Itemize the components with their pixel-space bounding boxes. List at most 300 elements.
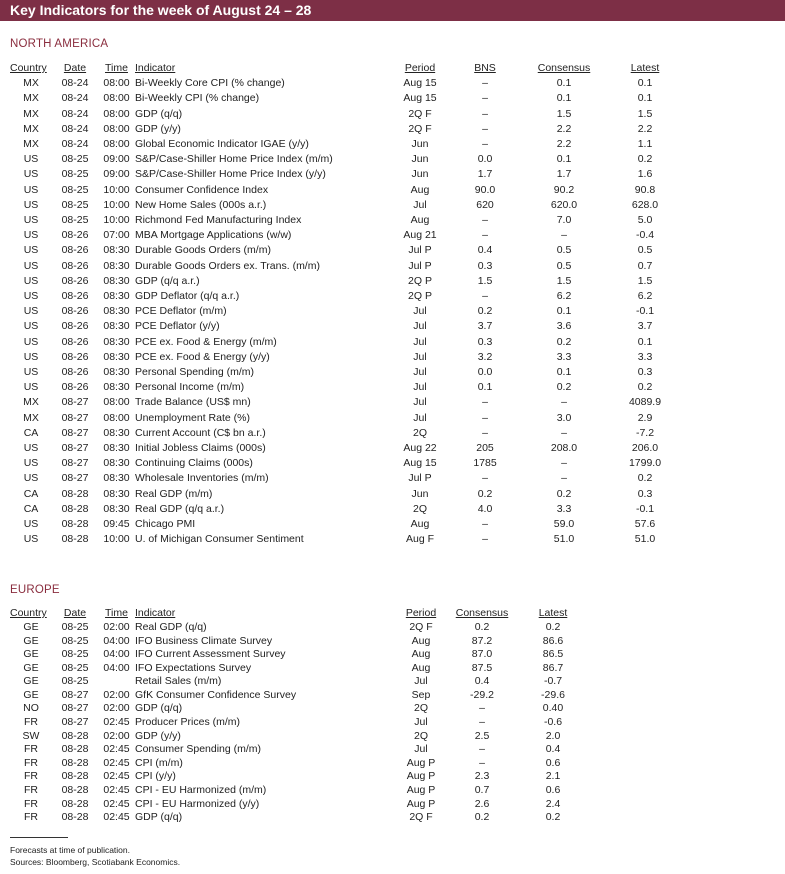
consensus-cell: 90.2	[553, 183, 575, 196]
latest-cell: 1.5	[637, 107, 653, 120]
latest-cell: 0.1	[637, 335, 653, 348]
latest-cell: 0.2	[545, 811, 561, 824]
indicator-cell: Durable Goods Orders ex. Trans. (m/m)	[135, 259, 320, 272]
country-cell: US	[23, 198, 39, 211]
page-title: Key Indicators for the week of August 24 – 28	[10, 2, 312, 18]
latest-cell: 86.5	[542, 648, 564, 661]
header-date: Date	[63, 607, 87, 619]
consensus-cell: 1.5	[556, 274, 572, 287]
table-row	[0, 770, 596, 784]
time-cell: 02:00	[103, 729, 130, 742]
footnote-sources: Sources: Bloomberg, Scotiabank Economics.	[10, 857, 181, 867]
north-america-header-row	[0, 61, 680, 76]
country-cell: MX	[23, 92, 39, 105]
latest-cell: -0.4	[635, 229, 655, 242]
table-row	[0, 395, 680, 410]
date-cell: 08-28	[61, 729, 89, 742]
consensus-cell: 620.0	[550, 198, 578, 211]
indicator-cell: Current Account (C$ bn a.r.)	[135, 426, 266, 439]
header-country: Country	[10, 607, 47, 619]
bns-cell: –	[482, 107, 488, 120]
indicator-cell: Trade Balance (US$ mn)	[135, 396, 251, 409]
date-cell: 08-26	[61, 381, 89, 394]
consensus-cell: 2.6	[474, 797, 490, 810]
latest-cell: 0.40	[542, 702, 564, 715]
latest-cell: 0.5	[637, 244, 653, 257]
bns-cell: –	[482, 77, 488, 90]
indicator-cell: PCE Deflator (y/y)	[135, 320, 220, 333]
date-cell: 08-26	[61, 335, 89, 348]
consensus-cell: 87.2	[471, 634, 493, 647]
time-cell: 07:00	[103, 229, 130, 242]
date-cell: 08-26	[61, 259, 89, 272]
indicator-cell: Producer Prices (m/m)	[135, 716, 241, 729]
country-cell: FR	[24, 770, 38, 783]
consensus-cell: 3.3	[556, 350, 572, 363]
consensus-cell: 87.0	[471, 648, 493, 661]
indicator-cell: CPI (y/y)	[135, 770, 176, 783]
period-cell: Aug	[410, 183, 430, 196]
indicator-cell: New Home Sales (000s a.r.)	[135, 198, 267, 211]
consensus-cell: –	[479, 716, 485, 729]
period-cell: Jun	[411, 153, 429, 166]
table-row	[0, 380, 680, 395]
date-cell: 08-25	[61, 153, 89, 166]
consensus-cell: 0.5	[556, 259, 572, 272]
indicator-cell: Chicago PMI	[135, 518, 196, 531]
indicator-cell: Bi-Weekly CPI (% change)	[135, 92, 260, 105]
consensus-cell: 208.0	[550, 442, 578, 455]
consensus-cell: 87.5	[471, 661, 493, 674]
latest-cell: 628.0	[631, 198, 659, 211]
consensus-cell: 7.0	[556, 214, 572, 227]
bns-cell: –	[482, 533, 488, 546]
latest-cell: 2.1	[545, 770, 561, 783]
bns-cell: 205	[476, 442, 494, 455]
indicator-cell: GDP (q/q)	[135, 811, 183, 824]
table-row	[0, 289, 680, 304]
date-cell: 08-27	[61, 716, 89, 729]
latest-cell: 0.1	[637, 92, 653, 105]
bns-cell: –	[482, 518, 488, 531]
consensus-cell: 0.5	[556, 244, 572, 257]
europe-table	[0, 606, 596, 825]
time-cell: 08:30	[103, 320, 130, 333]
consensus-cell: 0.4	[474, 675, 490, 688]
consensus-cell: –	[479, 743, 485, 756]
period-cell: Aug P	[406, 770, 436, 783]
latest-cell: 86.6	[542, 634, 564, 647]
consensus-cell: 0.1	[556, 153, 572, 166]
date-cell: 08-28	[61, 533, 89, 546]
table-row	[0, 319, 680, 334]
table-row	[0, 350, 680, 365]
table-row	[0, 107, 680, 122]
bns-cell: 4.0	[477, 502, 493, 515]
latest-cell: 0.3	[637, 366, 653, 379]
country-cell: MX	[23, 411, 39, 424]
country-cell: US	[23, 168, 39, 181]
indicator-cell: PCE ex. Food & Energy (y/y)	[135, 350, 270, 363]
header-latest: Latest	[538, 607, 568, 619]
date-cell: 08-24	[61, 138, 89, 150]
table-row	[0, 689, 596, 703]
date-cell: 08-24	[61, 92, 89, 105]
date-cell: 08-27	[61, 411, 89, 424]
time-cell: 08:30	[103, 244, 130, 257]
period-cell: Jul	[413, 335, 427, 348]
latest-cell: 1.1	[637, 138, 653, 150]
title-bar	[0, 0, 785, 21]
table-row	[0, 426, 680, 441]
header-latest: Latest	[630, 62, 660, 75]
north-america-table	[0, 61, 680, 547]
time-cell: 04:00	[103, 661, 130, 674]
latest-cell: 2.2	[637, 122, 653, 135]
period-cell: Aug 21	[403, 229, 437, 242]
indicator-cell: Unemployment Rate (%)	[135, 411, 250, 424]
time-cell: 02:45	[103, 811, 130, 824]
bns-cell: –	[482, 411, 488, 424]
table-row	[0, 798, 596, 812]
period-cell: 2Q	[412, 502, 427, 515]
period-cell: Jul P	[408, 244, 432, 257]
indicator-cell: IFO Business Climate Survey	[135, 634, 273, 647]
table-row	[0, 183, 680, 198]
table-row	[0, 621, 596, 635]
latest-cell: 90.8	[634, 183, 656, 196]
indicator-cell: U. of Michigan Consumer Sentiment	[135, 533, 304, 546]
date-cell: 08-28	[61, 743, 89, 756]
indicator-cell: Richmond Fed Manufacturing Index	[135, 214, 302, 227]
date-cell: 08-27	[61, 442, 89, 455]
indicator-cell: Continuing Claims (000s)	[135, 457, 253, 470]
period-cell: Aug	[410, 518, 430, 531]
time-cell: 08:30	[103, 366, 130, 379]
bns-cell: 3.7	[477, 320, 493, 333]
period-cell: Aug	[411, 661, 431, 674]
time-cell: 10:00	[103, 183, 130, 196]
consensus-cell: 3.0	[556, 411, 572, 424]
indicator-cell: Retail Sales (m/m)	[135, 675, 222, 688]
country-cell: FR	[24, 756, 38, 769]
period-cell: 2Q F	[409, 621, 433, 633]
time-cell: 08:00	[103, 411, 130, 424]
footnote-forecasts: Forecasts at time of publication.	[10, 845, 131, 855]
period-cell: Jul	[413, 411, 427, 424]
period-cell: Jul	[413, 366, 427, 379]
date-cell: 08-25	[61, 661, 89, 674]
indicator-cell: Wholesale Inventories (m/m)	[135, 472, 269, 485]
period-cell: Jul P	[408, 259, 432, 272]
table-row	[0, 662, 596, 676]
date-cell: 08-24	[61, 77, 89, 90]
latest-cell: 5.0	[637, 214, 653, 227]
latest-cell: -0.1	[635, 305, 655, 318]
date-cell: 08-25	[61, 634, 89, 647]
period-cell: Aug	[411, 648, 431, 661]
latest-cell: -0.6	[543, 716, 563, 729]
period-cell: 2Q F	[409, 811, 433, 824]
time-cell: 08:30	[103, 350, 130, 363]
indicator-cell: MBA Mortgage Applications (w/w)	[135, 229, 292, 242]
latest-cell: 1799.0	[628, 457, 662, 470]
bns-cell: –	[482, 138, 488, 150]
latest-cell: 206.0	[631, 442, 659, 455]
time-cell: 08:30	[103, 472, 130, 485]
date-cell: 08-26	[61, 350, 89, 363]
table-row	[0, 304, 680, 319]
country-cell: US	[23, 350, 39, 363]
country-cell: MX	[23, 77, 39, 90]
latest-cell: 1.6	[637, 168, 653, 181]
country-cell: US	[23, 335, 39, 348]
period-cell: Aug	[410, 214, 430, 227]
indicator-cell: GDP (y/y)	[135, 729, 181, 742]
section-title-europe: EUROPE	[10, 584, 60, 596]
period-cell: 2Q P	[408, 274, 432, 287]
time-cell: 08:30	[103, 290, 130, 303]
bns-cell: 0.1	[477, 381, 493, 394]
indicator-cell: Personal Spending (m/m)	[135, 366, 255, 379]
bns-cell: –	[482, 290, 488, 303]
period-cell: 2Q P	[408, 290, 432, 303]
consensus-cell: 0.2	[556, 335, 572, 348]
time-cell: 08:00	[103, 107, 130, 120]
period-cell: Aug 15	[403, 77, 437, 90]
date-cell: 08-25	[61, 214, 89, 227]
latest-cell: 0.2	[637, 381, 653, 394]
latest-cell: 0.6	[545, 756, 561, 769]
consensus-cell: 0.2	[556, 381, 572, 394]
table-row	[0, 152, 680, 167]
latest-cell: 0.3	[637, 487, 653, 500]
bns-cell: 0.0	[477, 366, 493, 379]
time-cell: 08:30	[103, 487, 130, 500]
latest-cell: 1.5	[637, 274, 653, 287]
latest-cell: -0.1	[635, 502, 655, 515]
time-cell: 08:00	[103, 122, 130, 135]
country-cell: US	[23, 366, 39, 379]
latest-cell: -7.2	[635, 426, 655, 439]
table-row	[0, 730, 596, 744]
table-row	[0, 716, 596, 730]
country-cell: FR	[24, 716, 38, 729]
time-cell: 08:00	[103, 396, 130, 409]
indicator-cell: Bi-Weekly Core CPI (% change)	[135, 77, 285, 90]
consensus-cell: -29.2	[470, 688, 494, 701]
time-cell: 02:45	[103, 716, 130, 729]
country-cell: MX	[23, 122, 39, 135]
table-row	[0, 91, 680, 106]
period-cell: Jul	[413, 381, 427, 394]
table-row	[0, 456, 680, 471]
time-cell: 08:30	[103, 457, 130, 470]
latest-cell: 2.4	[545, 797, 561, 810]
consensus-cell: 1.7	[556, 168, 572, 181]
indicator-cell: IFO Expectations Survey	[135, 661, 252, 674]
latest-cell: 4089.9	[628, 396, 662, 409]
date-cell: 08-24	[61, 122, 89, 135]
indicator-cell: IFO Current Assessment Survey	[135, 648, 286, 661]
bns-cell: 1785	[473, 457, 497, 470]
footnote-divider	[10, 837, 68, 838]
indicator-cell: GDP (y/y)	[135, 122, 181, 135]
header-bns: BNS	[474, 62, 496, 75]
indicator-cell: Consumer Spending (m/m)	[135, 743, 262, 756]
time-cell: 10:00	[103, 533, 130, 546]
table-row	[0, 784, 596, 798]
consensus-cell: 6.2	[556, 290, 572, 303]
time-cell: 08:30	[103, 259, 130, 272]
country-cell: MX	[23, 138, 39, 150]
latest-cell: 3.3	[637, 350, 653, 363]
time-cell: 08:30	[103, 274, 130, 287]
latest-cell: 0.6	[545, 783, 561, 796]
indicator-cell: PCE Deflator (m/m)	[135, 305, 227, 318]
indicator-cell: CPI (m/m)	[135, 756, 183, 769]
consensus-cell: 59.0	[553, 518, 575, 531]
period-cell: Jul	[413, 396, 427, 409]
bns-cell: –	[482, 472, 488, 485]
table-row	[0, 811, 596, 825]
country-cell: US	[23, 381, 39, 394]
country-cell: US	[23, 457, 39, 470]
consensus-cell: 2.2	[556, 138, 572, 150]
table-row	[0, 471, 680, 486]
period-cell: Jun	[411, 168, 429, 181]
country-cell: US	[23, 290, 39, 303]
time-cell: 09:00	[103, 153, 130, 166]
table-row	[0, 259, 680, 274]
date-cell: 08-28	[61, 756, 89, 769]
time-cell: 10:00	[103, 214, 130, 227]
bns-cell: 3.2	[477, 350, 493, 363]
consensus-cell: 3.6	[556, 320, 572, 333]
country-cell: FR	[24, 783, 38, 796]
time-cell: 08:30	[103, 335, 130, 348]
table-row	[0, 198, 680, 213]
country-cell: GE	[23, 634, 39, 647]
time-cell: 04:00	[103, 634, 130, 647]
period-cell: Jul	[414, 743, 428, 756]
latest-cell: 3.7	[637, 320, 653, 333]
country-cell: SW	[22, 729, 40, 742]
indicator-cell: S&P/Case-Shiller Home Price Index (m/m)	[135, 153, 333, 166]
latest-cell: 51.0	[634, 533, 656, 546]
date-cell: 08-25	[61, 168, 89, 181]
country-cell: US	[23, 442, 39, 455]
table-row	[0, 335, 680, 350]
period-cell: 2Q F	[408, 107, 432, 120]
date-cell: 08-24	[61, 107, 89, 120]
consensus-cell: 0.2	[474, 621, 490, 633]
date-cell: 08-26	[61, 290, 89, 303]
latest-cell: 6.2	[637, 290, 653, 303]
consensus-cell: 51.0	[553, 533, 575, 546]
bns-cell: 90.0	[474, 183, 496, 196]
date-cell: 08-27	[61, 688, 89, 701]
date-cell: 08-26	[61, 244, 89, 257]
table-row	[0, 743, 596, 757]
date-cell: 08-25	[61, 675, 89, 688]
latest-cell: 0.4	[545, 743, 561, 756]
date-cell: 08-27	[61, 457, 89, 470]
country-cell: US	[23, 533, 39, 546]
consensus-cell: –	[479, 702, 485, 715]
period-cell: Jul	[413, 350, 427, 363]
country-cell: CA	[23, 487, 39, 500]
header-period: Period	[404, 62, 436, 75]
indicator-cell: PCE ex. Food & Energy (m/m)	[135, 335, 277, 348]
bns-cell: 0.3	[477, 335, 493, 348]
country-cell: CA	[23, 502, 39, 515]
country-cell: US	[23, 320, 39, 333]
period-cell: Jul P	[408, 472, 432, 485]
time-cell: 02:45	[103, 743, 130, 756]
country-cell: NO	[23, 702, 39, 715]
consensus-cell: 0.2	[556, 487, 572, 500]
consensus-cell: 0.1	[556, 77, 572, 90]
header-indicator: Indicator	[135, 62, 176, 75]
period-cell: 2Q	[413, 702, 428, 715]
table-row	[0, 274, 680, 289]
consensus-cell: 1.5	[556, 107, 572, 120]
table-row	[0, 167, 680, 182]
date-cell: 08-27	[61, 472, 89, 485]
table-row	[0, 648, 596, 662]
header-time: Time	[105, 62, 128, 75]
table-row	[0, 76, 680, 91]
table-row	[0, 213, 680, 228]
date-cell: 08-28	[61, 487, 89, 500]
country-cell: GE	[23, 621, 39, 633]
period-cell: Aug P	[406, 756, 436, 769]
table-row	[0, 532, 680, 547]
indicator-cell: GDP (q/q)	[135, 107, 183, 120]
period-cell: Sep	[411, 688, 431, 701]
bns-cell: 1.7	[477, 168, 493, 181]
country-cell: US	[23, 259, 39, 272]
date-cell: 08-25	[61, 198, 89, 211]
indicator-cell: Real GDP (q/q)	[135, 621, 207, 633]
consensus-cell: 2.3	[474, 770, 490, 783]
time-cell	[98, 675, 135, 689]
period-cell: Aug F	[405, 533, 434, 546]
table-row	[0, 702, 596, 716]
table-row	[0, 675, 596, 689]
date-cell: 08-25	[61, 621, 89, 633]
period-cell: Jul	[414, 675, 428, 688]
country-cell: US	[23, 183, 39, 196]
period-cell: Aug P	[406, 783, 436, 796]
period-cell: Jul	[414, 716, 428, 729]
indicator-cell: Real GDP (m/m)	[135, 487, 213, 500]
table-row	[0, 243, 680, 258]
country-cell: FR	[24, 811, 38, 824]
date-cell: 08-28	[61, 770, 89, 783]
date-cell: 08-26	[61, 305, 89, 318]
time-cell: 02:45	[103, 756, 130, 769]
table-row	[0, 122, 680, 137]
table-row	[0, 635, 596, 649]
period-cell: 2Q	[413, 729, 428, 742]
date-cell: 08-26	[61, 366, 89, 379]
table-row	[0, 487, 680, 502]
section-title-north-america: NORTH AMERICA	[10, 38, 109, 50]
country-cell: GE	[23, 675, 39, 688]
bns-cell: 620	[476, 198, 494, 211]
